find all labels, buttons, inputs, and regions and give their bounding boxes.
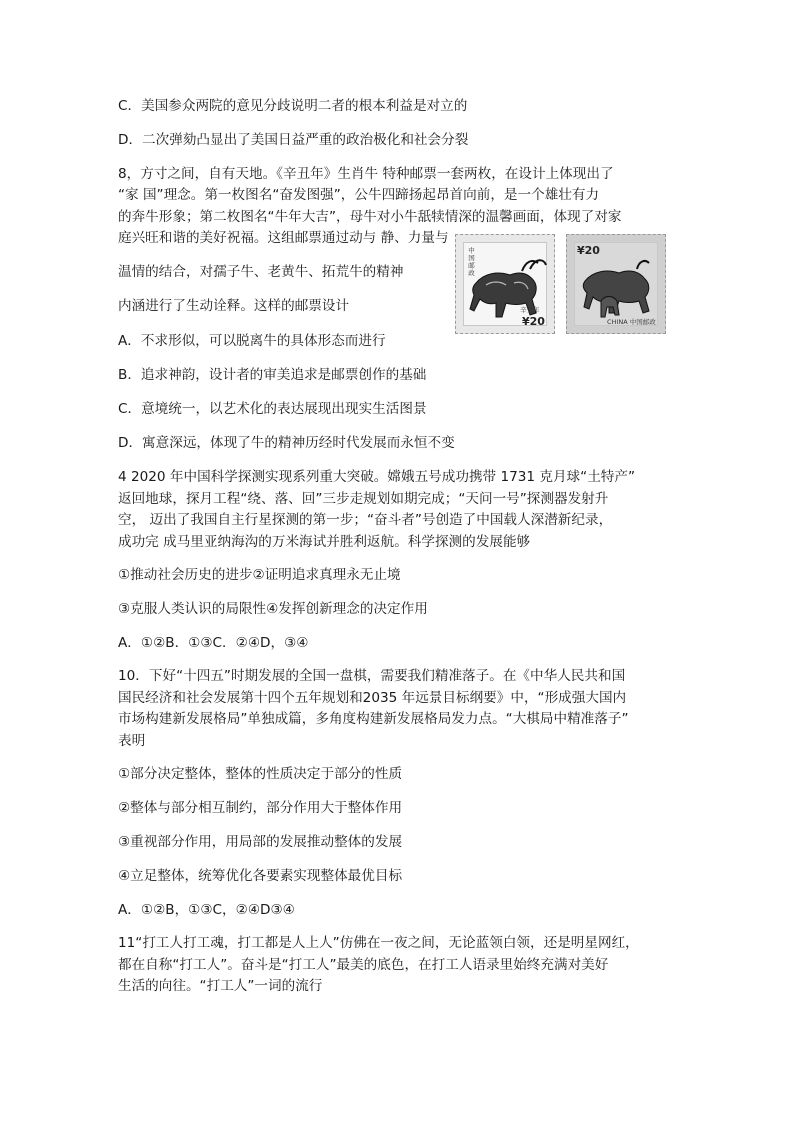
stamp-country: CHINA 中国邮政	[607, 318, 656, 326]
text-line: 10．下好“十四五”时期发展的全国一盘棋，需要我们精准落子。在《中华人民共和国	[118, 668, 626, 684]
text-line: A．①②B．①③C．②④D，③④	[118, 635, 309, 651]
stamp-price: ¥20	[577, 244, 600, 257]
text-line: 的奔牛形象；第二枚图名“牛年大吉”，母牛对小牛舐犊情深的温馨画面，体现了对家	[118, 209, 622, 225]
text-line: ④立足整体，统筹优化各要素实现整体最优目标	[118, 868, 403, 884]
text-line: 内涵进行了生动诠释。这样的邮票设计	[118, 298, 350, 314]
text-line: “家 国”理念。第一枚图名“奋发图强”，公牛四蹄扬起昂首向前，是一个雄壮有力	[118, 187, 600, 203]
text-line: 表明	[118, 733, 146, 749]
text-line: 11“打工人打工魂，打工都是人上人”仿佛在一夜之间，无论蓝领白领，还是明星网红，	[118, 935, 639, 951]
stamp-bull	[455, 234, 555, 334]
text-line: ②整体与部分相互制约，部分作用大于整体作用	[118, 800, 403, 816]
text-line: D．二次弹劾凸显出了美国日益严重的政治极化和社会分裂	[118, 132, 469, 148]
stamp-country: 中国邮政	[467, 247, 475, 277]
text-line: A．①②B，①③C，②④D③④	[118, 902, 295, 918]
text-line: 空， 迈出了我国自主行星探测的第一步；“奋斗者”号创造了中国载人深潜新纪录，	[118, 512, 613, 528]
text-line: 国民经济和社会发展第十四个五年规划和2035 年远景目标纲要》中，“形成强大国内	[118, 690, 627, 706]
text-line: D．寓意深远，体现了牛的精神历经时代发展而永恒不变	[118, 435, 455, 451]
text-line: B．追求神韵，设计者的审美追求是邮票创作的基础	[118, 367, 427, 383]
text-line: 4 2020 年中国科学探测实现系列重大突破。嫦娥五号成功携带 1731 克月球“土特产”	[118, 469, 636, 485]
text-line: ①部分决定整体，整体的性质决定于部分的性质	[118, 766, 403, 782]
text-line: 市场构建新发展格局”单独成篇，多角度构建新发展格局发力点。“大棋局中精准落子”	[118, 711, 629, 727]
text-line: 生活的向往。“打工人”一词的流行	[118, 978, 323, 994]
text-line: 庭兴旺和谐的美好祝福。这组邮票通过动与 静、力量与	[118, 230, 449, 246]
text-line: 都在自称“打工人”。奋斗是“打工人”最美的底色，在打工人语录里始终充满对美好	[118, 957, 609, 973]
text-line: 温情的结合，对孺子牛、老黄牛、拓荒牛的精神	[118, 264, 404, 280]
text-line: C．美国参众两院的意见分歧说明二者的根本利益是对立的	[118, 98, 468, 114]
stamp-caption: 辛丑年	[520, 306, 540, 314]
text-line: ③克服人类认识的局限性④发挥创新理念的决定作用	[118, 601, 428, 617]
text-line: A．不求形似，可以脱离牛的具体形态而进行	[118, 333, 386, 349]
text-line: ③重视部分作用，用局部的发展推动整体的发展	[118, 834, 403, 850]
stamp-cow-calf	[566, 234, 666, 334]
text-line: 成功完 成马里亚纳海沟的万米海试并胜利返航。科学探测的发展能够	[118, 534, 531, 550]
text-line: 返回地球，探月工程“绕、落、回”三步走规划如期完成；“天问一号”探测器发射升	[118, 491, 609, 507]
cow-calf-illustration	[577, 253, 659, 327]
text-line: C．意境统一，以艺术化的表达展现出现实生活图景	[118, 401, 427, 417]
text-line: 8，方寸之间，自有天地。《辛丑年》生肖牛 特种邮票一套两枚，在设计上体现出了	[118, 166, 614, 182]
text-line: ①推动社会历史的进步②证明追求真理永无止境	[118, 567, 401, 583]
stamp-price: ¥20	[522, 315, 545, 328]
